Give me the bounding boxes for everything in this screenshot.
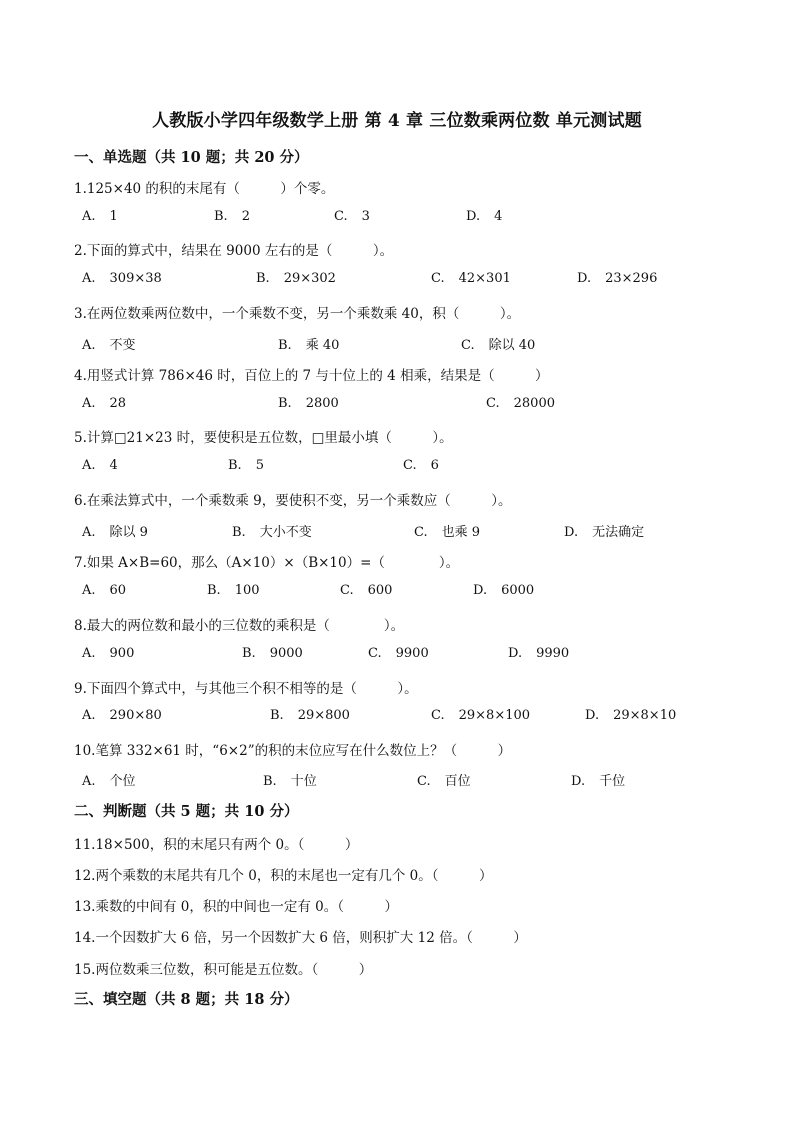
question-2-option-b: B. 29×302 [256,271,336,286]
question-4-option-c: C. 28000 [486,396,555,411]
question-8-option-b: B. 9000 [242,646,303,661]
question-10-option-a: A. 个位 [82,774,136,789]
page-title: 人教版小学四年级数学上册 第 4 章 三位数乘两位数 单元测试题 [152,111,642,131]
question-3-option-c: C. 除以 40 [461,338,536,353]
question-10: 10.笔算 332×61 时，“6×2”的积的末位应写在什么数位上？（ ） [74,743,512,759]
question-5-option-a: A. 4 [82,458,118,473]
question-1: 1.125×40 的积的末尾有（ ）个零。 [74,181,335,197]
question-7-option-c: C. 600 [340,583,393,598]
question-1-option-a: A. 1 [82,209,118,224]
question-3-option-b: B. 乘 40 [278,338,340,353]
question-9-option-a: A. 290×80 [82,708,162,723]
question-7-option-d: D. 6000 [473,583,535,598]
question-2-option-a: A. 309×38 [82,271,162,286]
question-12: 12.两个乘数的末尾共有几个 0，积的末尾也一定有几个 0。（ ） [74,868,493,884]
question-6-option-b: B. 大小不变 [232,525,312,540]
question-13: 13.乘数的中间有 0，积的中间也一定有 0。（ ） [74,899,398,915]
question-8-option-c: C. 9900 [368,646,429,661]
question-1-option-b: B. 2 [214,209,250,224]
question-15: 15.两位数乘三位数，积可能是五位数。（ ） [74,962,373,978]
question-4-option-b: B. 2800 [278,396,339,411]
question-11: 11.18×500，积的末尾只有两个 0。（ ） [74,837,359,853]
section-heading-single-choice: 一、单选题（共 10 题；共 20 分） [74,149,309,166]
question-8-option-d: D. 9990 [508,646,570,661]
question-10-option-c: C. 百位 [417,774,471,789]
question-6-option-a: A. 除以 9 [82,525,148,540]
question-10-option-b: B. 十位 [263,774,317,789]
question-6: 6.在乘法算式中，一个乘数乘 9，要使积不变，另一个乘数应（ ）。 [74,493,512,509]
question-4-option-a: A. 28 [82,396,127,411]
question-4: 4.用竖式计算 786×46 时，百位上的 7 与十位上的 4 相乘，结果是（ ） [74,368,549,384]
question-9-option-b: B. 29×800 [270,708,350,723]
question-9-option-d: D. 29×8×10 [585,708,677,723]
question-7: 7.如果 A×B=60，那么（A×10）×（B×10）=（ ）。 [74,555,460,571]
question-8-option-a: A. 900 [82,646,135,661]
question-9: 9.下面四个算式中，与其他三个积不相等的是（ ）。 [74,681,418,697]
question-10-option-d: D. 千位 [571,774,626,789]
question-3-option-a: A. 不变 [82,338,136,353]
question-14: 14.一个因数扩大 6 倍，另一个因数扩大 6 倍，则积扩大 12 倍。（ ） [74,930,527,946]
section-heading-true-false: 二、判断题（共 5 题；共 10 分） [74,803,299,820]
question-7-option-b: B. 100 [207,583,260,598]
question-6-option-c: C. 也乘 9 [414,525,481,540]
question-1-option-d: D. 4 [466,209,503,224]
section-heading-fill-in: 三、填空题（共 8 题；共 18 分） [74,991,299,1008]
question-9-option-c: C. 29×8×100 [431,708,531,723]
question-8: 8.最大的两位数和最小的三位数的乘积是（ ）。 [74,618,405,634]
question-2: 2.下面的算式中，结果在 9000 左右的是（ ）。 [74,243,394,259]
question-2-option-d: D. 23×296 [577,271,658,286]
question-6-option-d: D. 无法确定 [564,525,645,540]
question-5-option-c: C. 6 [403,458,439,473]
question-2-option-c: C. 42×301 [431,271,511,286]
question-5: 5.计算□21×23 时，要使积是五位数，□里最小填（ ）。 [74,430,453,446]
question-5-option-b: B. 5 [228,458,264,473]
question-7-option-a: A. 60 [82,583,127,598]
question-1-option-c: C. 3 [334,209,370,224]
question-3: 3.在两位数乘两位数中，一个乘数不变，另一个乘数乘 40，积（ ）。 [74,306,521,322]
